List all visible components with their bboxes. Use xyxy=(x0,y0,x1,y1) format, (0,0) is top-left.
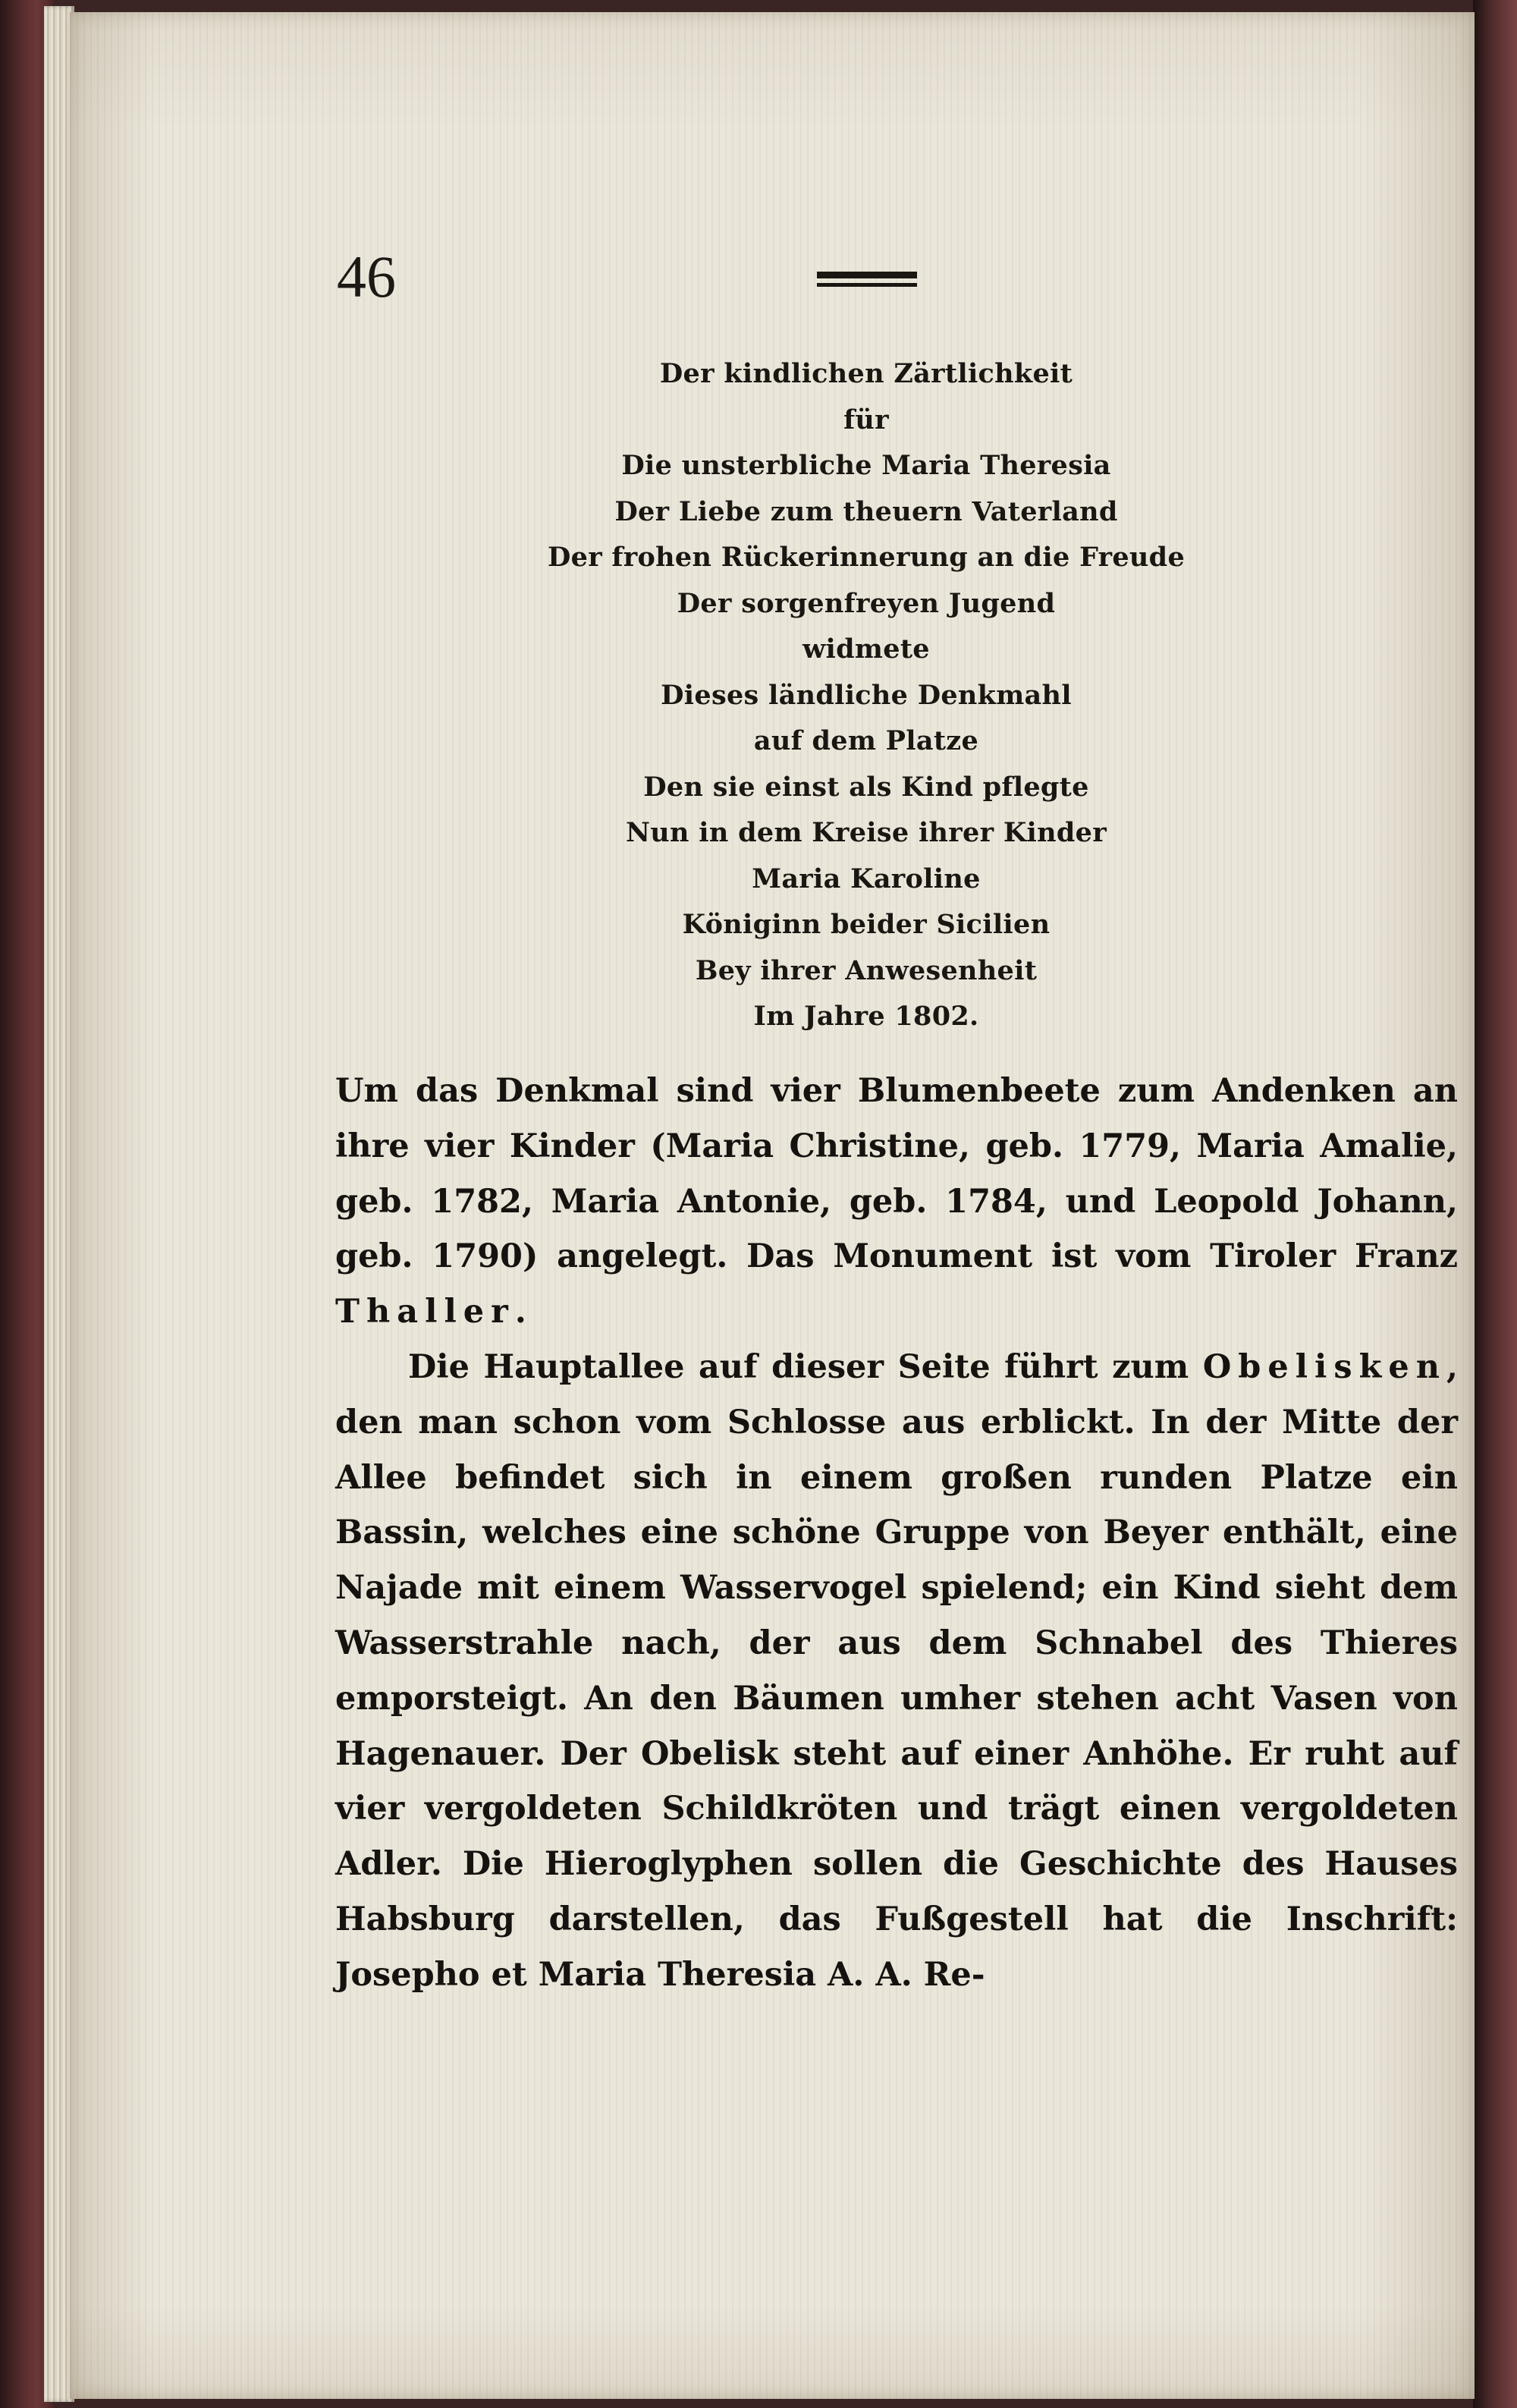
body-text xyxy=(335,1064,1458,2003)
obelisk-term: Obelisken xyxy=(1202,1347,1447,1386)
inscription-line: Der Liebe zum theuern Vaterland xyxy=(614,495,1118,527)
page-content xyxy=(70,12,1475,2399)
monument-inscription xyxy=(373,351,1359,1040)
paragraph-text: Um das Denkmal sind vier Blumenbeete zum Andenken an ihre vier Kinder (Maria Christine, geb. 1779, Maria Amalie, geb. 1782, Maria Antonie, geb. 1784, und Leopold Johann, geb. 1790) angelegt. Das Monument ist vom Tiroler Franz xyxy=(335,1072,1458,1276)
inscription-line: Dieses ländliche Denkmahl xyxy=(661,679,1072,711)
book-page xyxy=(70,12,1475,2399)
paragraph-text-start: Die Hauptallee auf dieser Seite führt zum xyxy=(408,1347,1203,1386)
paragraph-end: . xyxy=(514,1293,526,1331)
inscription-line: Bey ihrer Anwesenheit xyxy=(695,954,1038,986)
inscription-line: für xyxy=(843,404,889,435)
inscription-line: Maria Karoline xyxy=(752,863,981,894)
inscription-line: Den sie einst als Kind pflegte xyxy=(643,771,1089,803)
page-edges-right xyxy=(1473,0,1517,2408)
page-number: 46 xyxy=(337,244,396,310)
paragraph-monument xyxy=(335,1064,1458,1340)
inscription-line: Der kindlichen Zärtlichkeit xyxy=(659,358,1073,389)
inscription-line: widmete xyxy=(802,633,930,665)
paragraph-text: , den man schon vom Schlosse aus erblickt. In der Mitte der Allee befindet sich in einem großen runden Platze ein Bassin, welches eine schöne Gruppe von Beyer enthält, eine Najade mit einem Wasservogel spielend; ein Kind sieht dem Wasserstrahle nach, der aus dem Schnabel des Thieres emporsteigt. An den Bäumen umher stehen acht Vasen von Hagenauer. Der Obelisk steht auf einer Anhöhe. Er ruht auf vier vergoldeten Schildkröten und trägt einen vergoldeten Adler. Die Hieroglyphen sollen die Geschichte des Hauses Habsburg darstellen, das Fußgestell hat die Inschrift: Josepho et Maria Theresia A. A. Re- xyxy=(335,1347,1458,1994)
header-rule xyxy=(817,272,917,287)
inscription-line: auf dem Platze xyxy=(753,725,979,756)
inscription-line: Nun in dem Kreise ihrer Kinder xyxy=(626,817,1107,848)
inscription-line: Der sorgenfreyen Jugend xyxy=(677,587,1056,619)
paragraph-obelisk xyxy=(335,1340,1458,2003)
sculptor-name: Thaller xyxy=(335,1293,515,1331)
inscription-line: Der frohen Rückerinnerung an die Freude xyxy=(547,542,1186,573)
inscription-line: Königinn beider Sicilien xyxy=(682,909,1051,940)
inscription-line: Die unsterbliche Maria Theresia xyxy=(621,450,1111,481)
inscription-line: Im Jahre 1802. xyxy=(753,1001,979,1032)
